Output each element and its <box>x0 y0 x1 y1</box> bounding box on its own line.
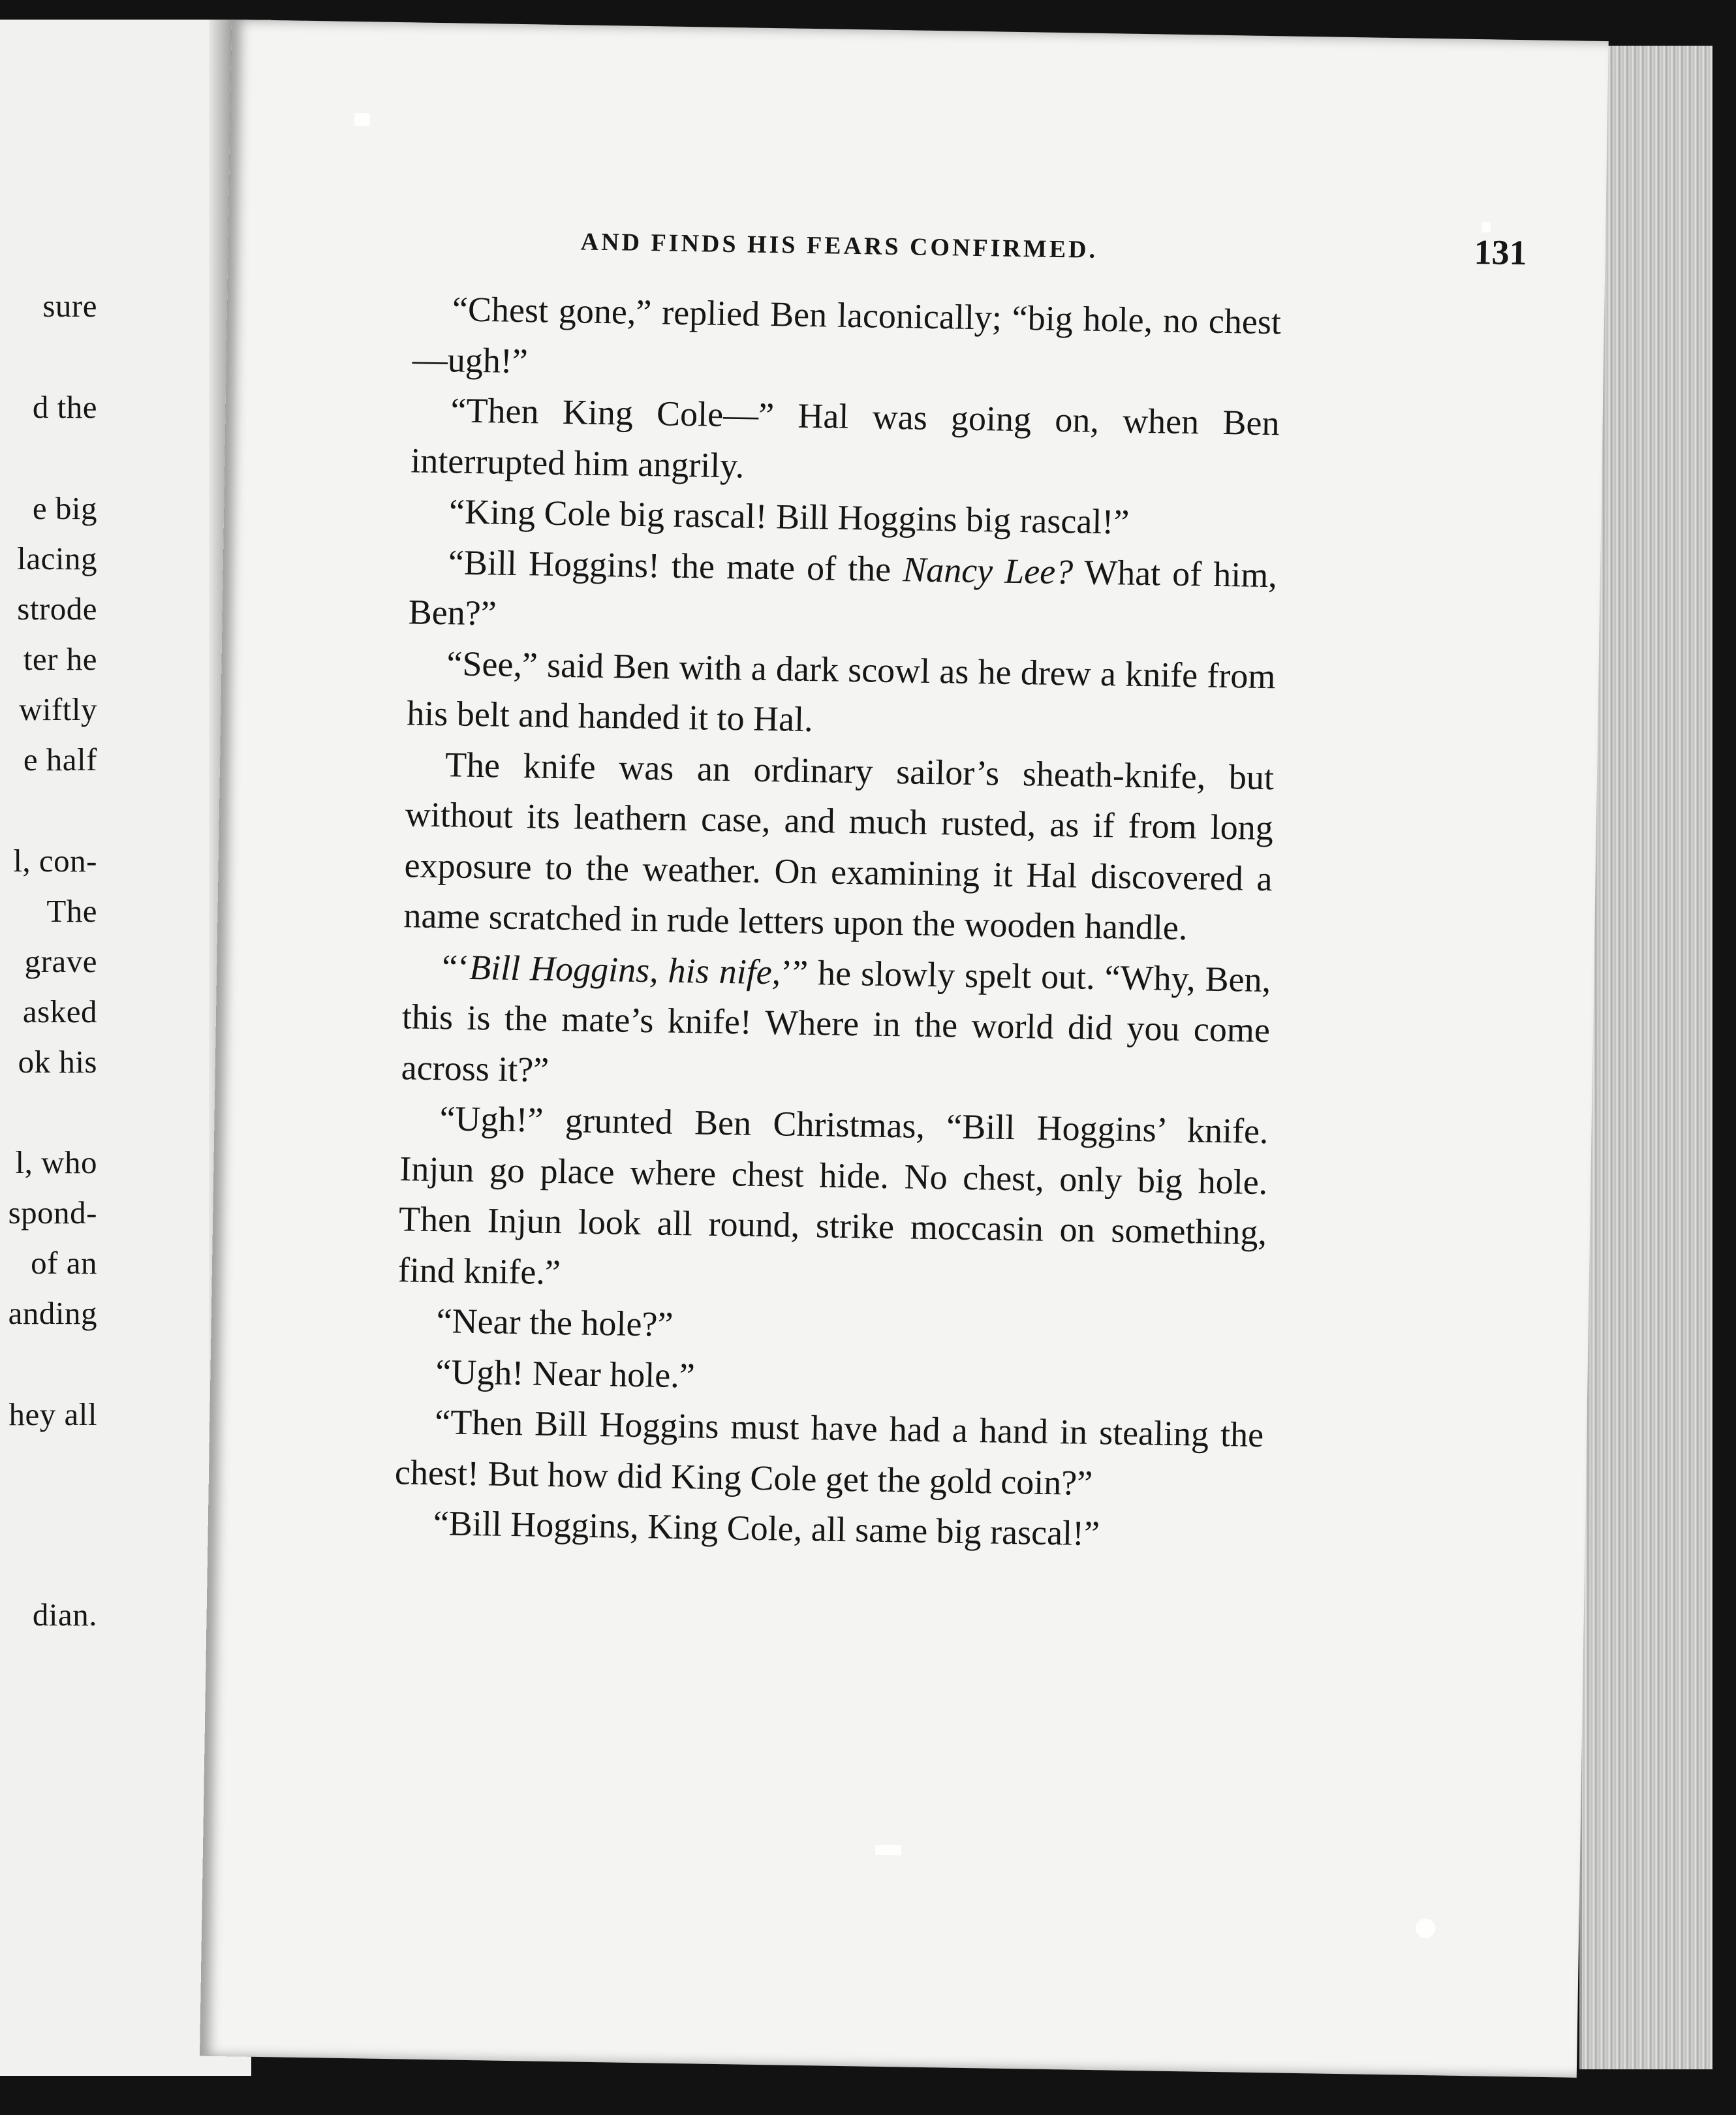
running-head <box>580 217 1527 273</box>
left-page-line: l, who <box>15 1144 97 1180</box>
paragraph: “Ugh!” grunted Ben Christmas, “Bill Hoggins’ knife. Injun go place where chest hide. No chest, only big hole. Then Injun look all round, strike moccasin on something, find knife.” <box>397 1099 1269 1292</box>
paragraph <box>408 537 1277 651</box>
left-page-line: The <box>46 893 97 929</box>
left-page-line: wiftly <box>18 691 97 727</box>
left-page-line: d the <box>32 389 97 425</box>
left-page-line: ter he <box>23 641 97 677</box>
left-page-line: spond- <box>8 1195 97 1230</box>
film-speck <box>1416 1919 1435 1938</box>
film-speck <box>1481 222 1491 232</box>
paragraph-text: “‘ <box>441 947 470 987</box>
left-page-line: anding <box>8 1295 97 1331</box>
left-page-line: of an <box>31 1245 97 1281</box>
page-body <box>394 283 1281 1561</box>
paragraph-text: What of him, Ben?” <box>408 552 1278 633</box>
film-speck <box>875 1845 901 1856</box>
paragraph: “King Cole big rascal! Bill Hoggins big rascal!” <box>448 492 1130 542</box>
right-page <box>200 20 1609 2078</box>
left-page-line: hey all <box>8 1396 97 1432</box>
left-page-line: ok his <box>18 1044 97 1080</box>
left-page-line: sure <box>42 288 97 324</box>
left-page-line: l, con- <box>13 843 97 879</box>
paragraph-text: “Bill Hoggins! the mate of the <box>448 542 903 589</box>
paragraph: The knife was an ordinary sailor’s sheath-knife, but without its leathern case, and much rusted, as if from long exposure to the weather. On examining it Hal discovered a name scratched in rude letters upon the wooden handle. <box>403 744 1275 948</box>
paragraph-text: ’” he slowly spelt out. “Why, Ben, this is the mate’s knife! Where in the world did you come across it?” <box>401 952 1271 1089</box>
paragraph: “Chest gone,” replied Ben laconically; “big hole, no chest—ugh!” <box>412 289 1282 381</box>
paragraph: “Bill Hoggins, King Cole, all same big rascal!” <box>433 1503 1100 1554</box>
paragraph: “Ugh! Near hole.” <box>435 1351 696 1395</box>
left-page-line: lacing <box>17 540 97 576</box>
left-page-line: e big <box>32 490 97 526</box>
paragraph: “Then King Cole—” Hal was going on, when Ben interrupted him angrily. <box>410 390 1280 485</box>
paragraph <box>401 941 1271 1106</box>
paragraph: “Then Bill Hoggins must have had a hand in stealing the chest! But how did King Cole get the gold coin?” <box>394 1402 1264 1503</box>
film-speck <box>354 113 369 126</box>
paragraph: “Near the hole?” <box>436 1301 674 1344</box>
left-page-line: e half <box>23 742 97 777</box>
left-page-line: dian. <box>32 1597 97 1633</box>
knife-inscription: Bill Hoggins, his nife, <box>469 947 781 992</box>
paragraph: “See,” said Ben with a dark scowl as he drew a knife from his belt and handed it to Hal. <box>406 643 1276 740</box>
left-page-line: asked <box>22 994 97 1029</box>
page-number: 131 <box>1474 232 1528 273</box>
running-head-title: AND FINDS HIS FEARS CONFIRMED. <box>580 228 1098 264</box>
left-page-line: grave <box>24 943 97 979</box>
left-page-line: strode <box>17 591 97 627</box>
ship-name: Nancy Lee? <box>902 549 1074 591</box>
